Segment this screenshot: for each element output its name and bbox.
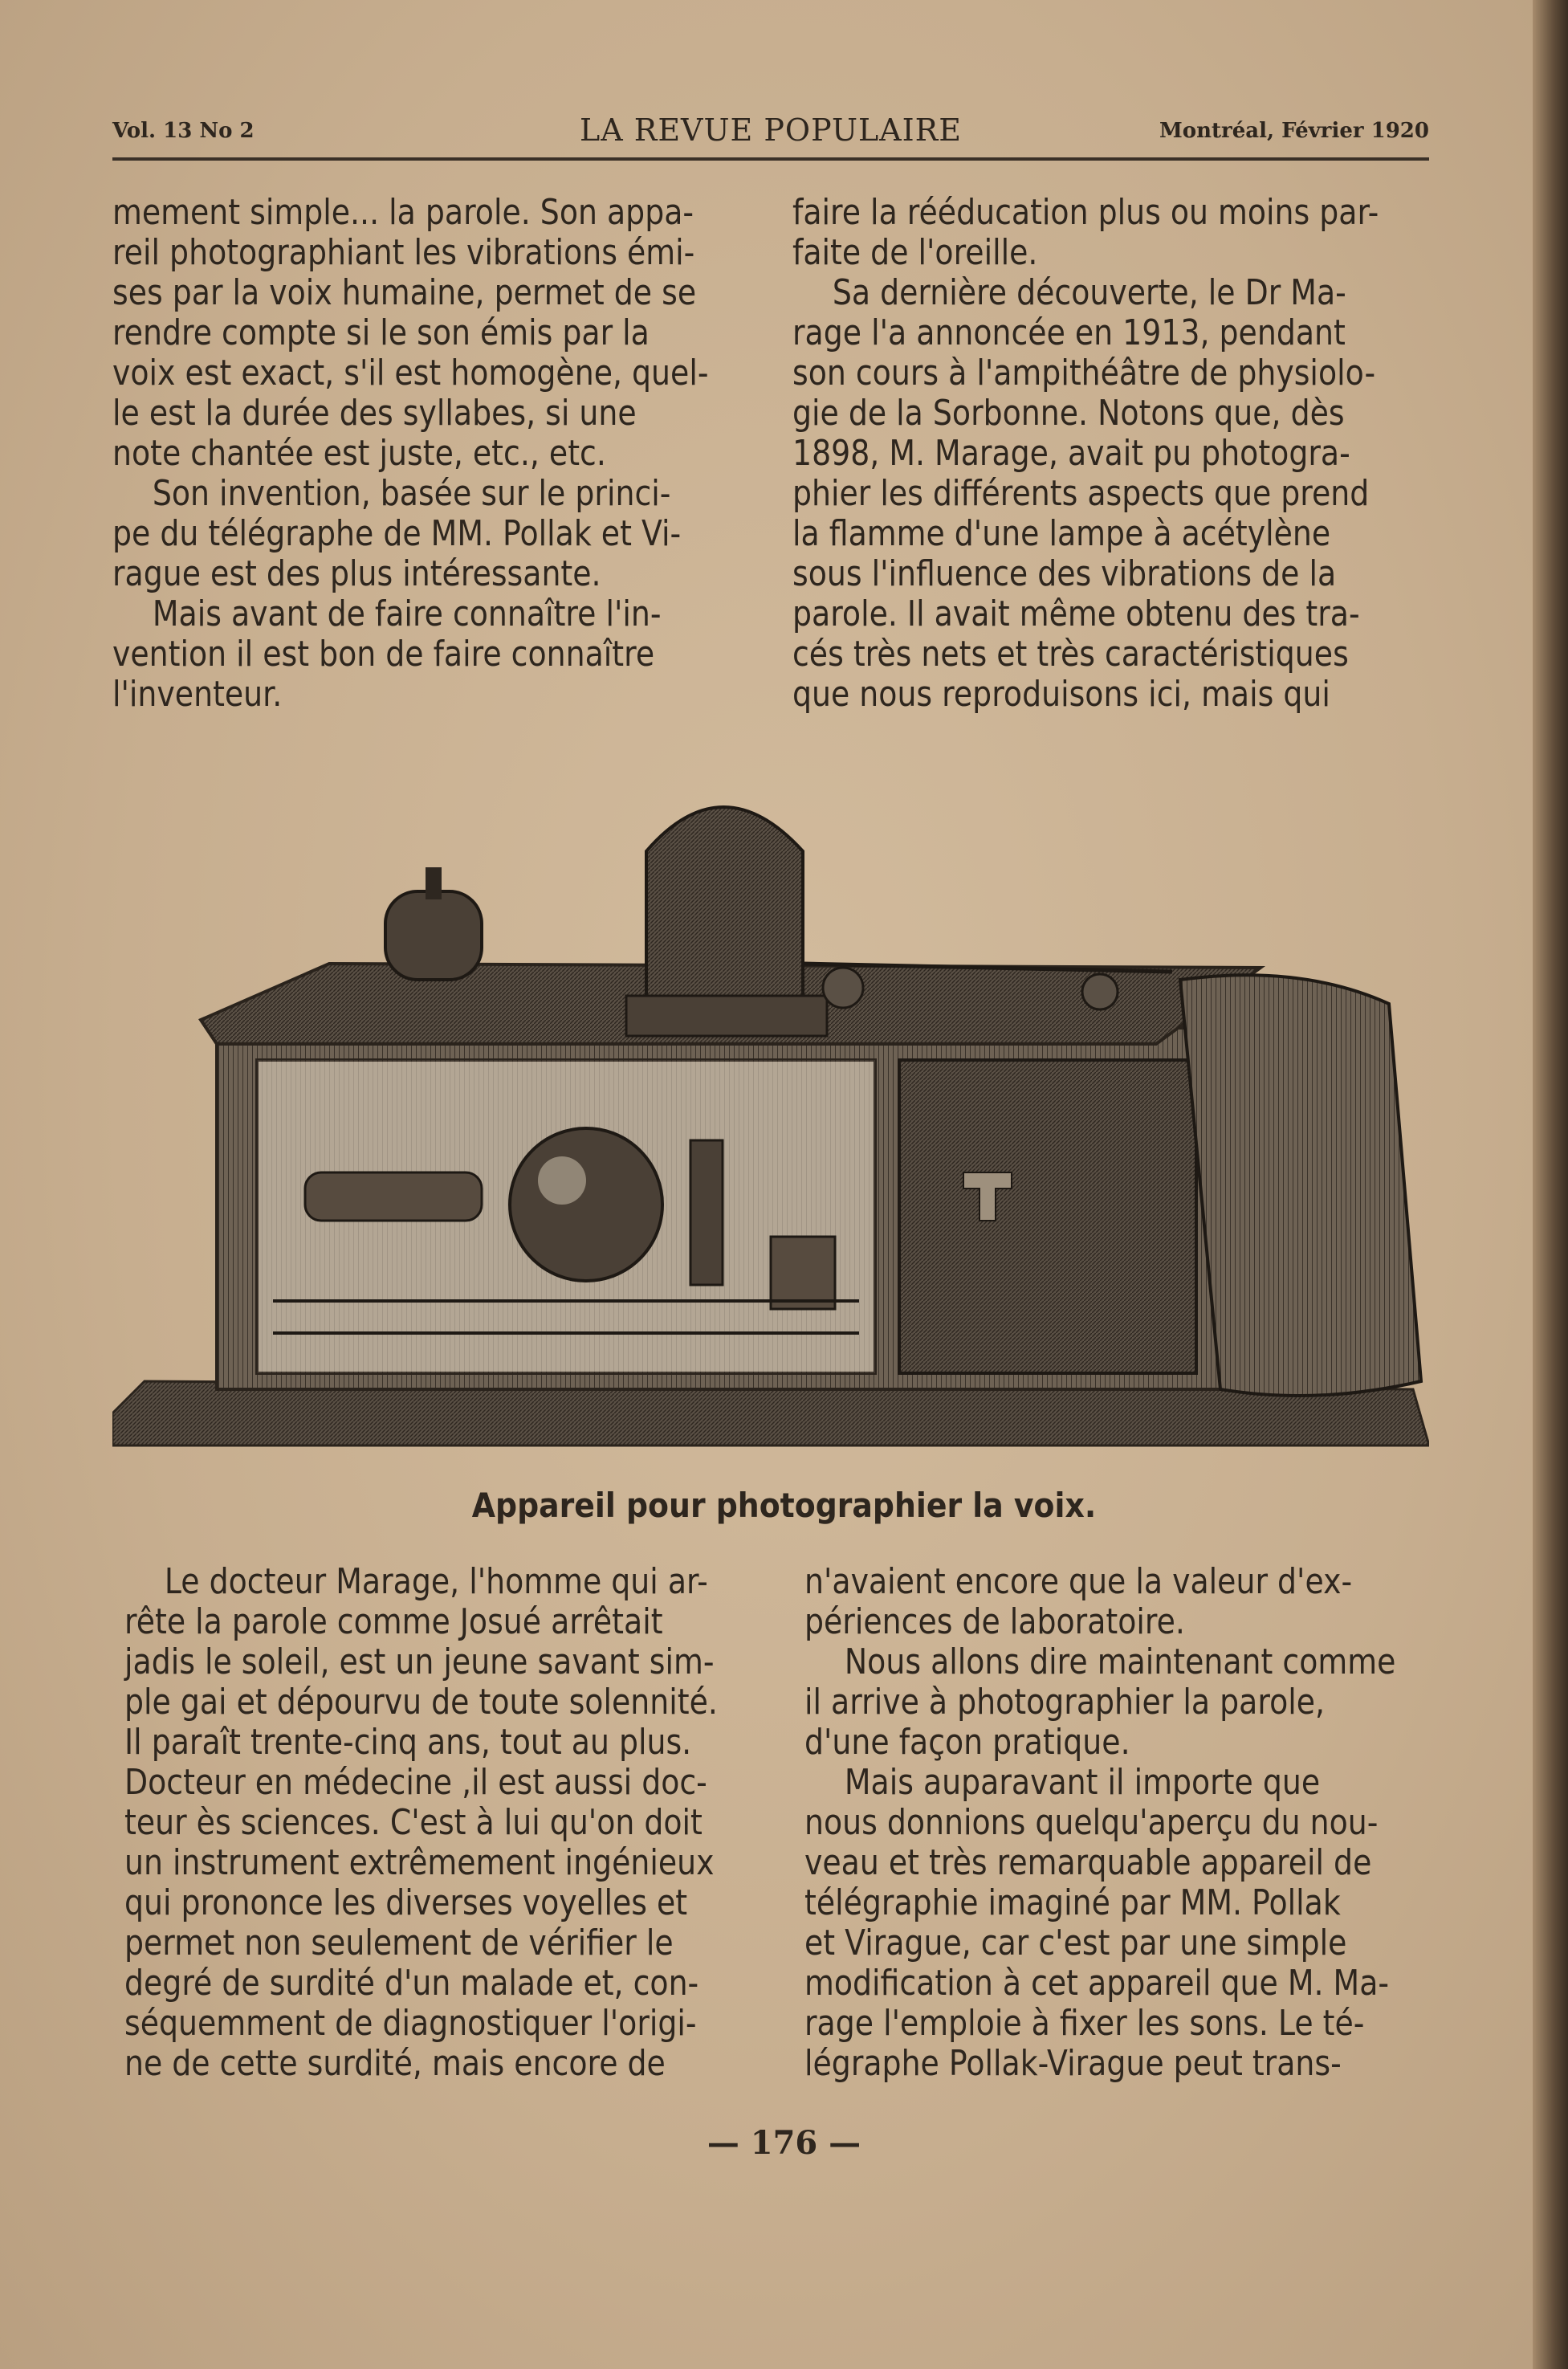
header-rule [112,157,1429,161]
text-line: sous l'influence des vibrations de la [792,553,1337,594]
text-line: rague est des plus intéressante. [112,553,601,594]
header-date: Montréal, Février 1920 [1159,119,1429,143]
text-line: permet non seulement de vérifier le [124,1923,674,1963]
text-line: il arrive à photographier la parole, [804,1682,1326,1723]
text-line: degré de surdité d'un malade et, con- [124,1963,699,2004]
column-bottom-right [804,1562,1395,2084]
text-line: note chantée est juste, etc., etc. [112,433,606,474]
page-edge-shadow [1533,0,1568,2369]
text-line: qui prononce les diverses voyelles et [124,1882,688,1923]
text-line: veau et très remarquable appareil de [804,1842,1372,1883]
text-line: ne de cette surdité, mais encore de [124,2043,666,2084]
text-line: 1898, M. Marage, avait pu photogra- [792,433,1350,474]
text-line: Le docteur Marage, l'homme qui ar- [164,1561,708,1602]
text-line: rage l'a annoncée en 1913, pendant [792,312,1346,353]
apparatus-illustration [112,723,1429,1462]
text-line: Son invention, basée sur le princi- [152,473,671,514]
text-line: son cours à l'ampithéâtre de physiolo- [792,353,1376,393]
text-line: ses par la voix humaine, permet de se [112,272,697,313]
text-line: voix est exact, s'il est homogène, quel- [112,353,709,393]
text-line: modification à cet appareil que M. Ma- [804,1963,1390,2004]
text-line: Nous allons dire maintenant comme [844,1641,1396,1682]
text-line: ple gai et dépourvu de toute solennité. [124,1682,718,1723]
column-top-left [112,193,708,715]
text-line: gie de la Sorbonne. Notons que, dès [792,393,1345,434]
text-line: faite de l'oreille. [792,232,1038,273]
text-line: parole. Il avait même obtenu des tra- [792,593,1360,634]
text-line: rête la parole comme Josué arrêtait [124,1601,663,1642]
column-top-right [792,193,1379,715]
text-line: Docteur en médecine ,il est aussi doc- [124,1762,707,1803]
header-title: LA REVUE POPULAIRE [579,112,963,148]
text-line: périences de laboratoire. [804,1601,1185,1642]
text-line: un instrument extrêmement ingénieux [124,1842,715,1883]
text-line: vention il est bon de faire connaître [112,634,655,675]
text-line: Mais avant de faire connaître l'in- [152,593,662,634]
text-line: la flamme d'une lampe à acétylène [792,513,1331,554]
text-line: légraphe Pollak-Virague peut trans- [804,2043,1342,2084]
text-line: reil photographiant les vibrations émi- [112,232,695,273]
text-line: d'une façon pratique. [804,1722,1130,1763]
text-line: cés très nets et très caractéristiques [792,634,1349,675]
text-line: télégraphie imaginé par MM. Pollak [804,1882,1341,1923]
text-line: Sa dernière découverte, le Dr Ma- [832,272,1346,313]
text-line: faire la rééducation plus ou moins par- [792,192,1379,233]
text-line: que nous reproduisons ici, mais qui [792,674,1330,715]
header-volume: Vol. 13 No 2 [112,119,255,143]
text-line: nous donnions quelqu'aperçu du nou- [804,1802,1379,1843]
text-line: rendre compte si le son émis par la [112,312,650,353]
text-line: et Virague, car c'est par une simple [804,1923,1347,1963]
text-line: séquemment de diagnostiquer l'origi- [124,2003,697,2044]
column-bottom-left [124,1562,718,2084]
text-line: teur ès sciences. C'est à lui qu'on doit [124,1802,703,1843]
text-line: Il paraît trente-cinq ans, tout au plus. [124,1722,692,1763]
text-line: pe du télégraphe de MM. Pollak et Vi- [112,513,682,554]
text-line: n'avaient encore que la valeur d'ex- [804,1561,1353,1602]
text-line: le est la durée des syllabes, si une [112,393,637,434]
page-number: — 176 — [707,2124,861,2162]
text-line: l'inventeur. [112,674,283,715]
text-line: mement simple... la parole. Son appa- [112,192,694,233]
running-header [112,112,1429,161]
text-line: rage l'emploie à fixer les sons. Le té- [804,2003,1365,2044]
text-line: Mais auparavant il importe que [844,1762,1321,1803]
text-line: jadis le soleil, est un jeune savant sim- [124,1641,715,1682]
figure-caption: Appareil pour photographier la voix. [471,1486,1097,1525]
text-line: phier les différents aspects que prend [792,473,1370,514]
